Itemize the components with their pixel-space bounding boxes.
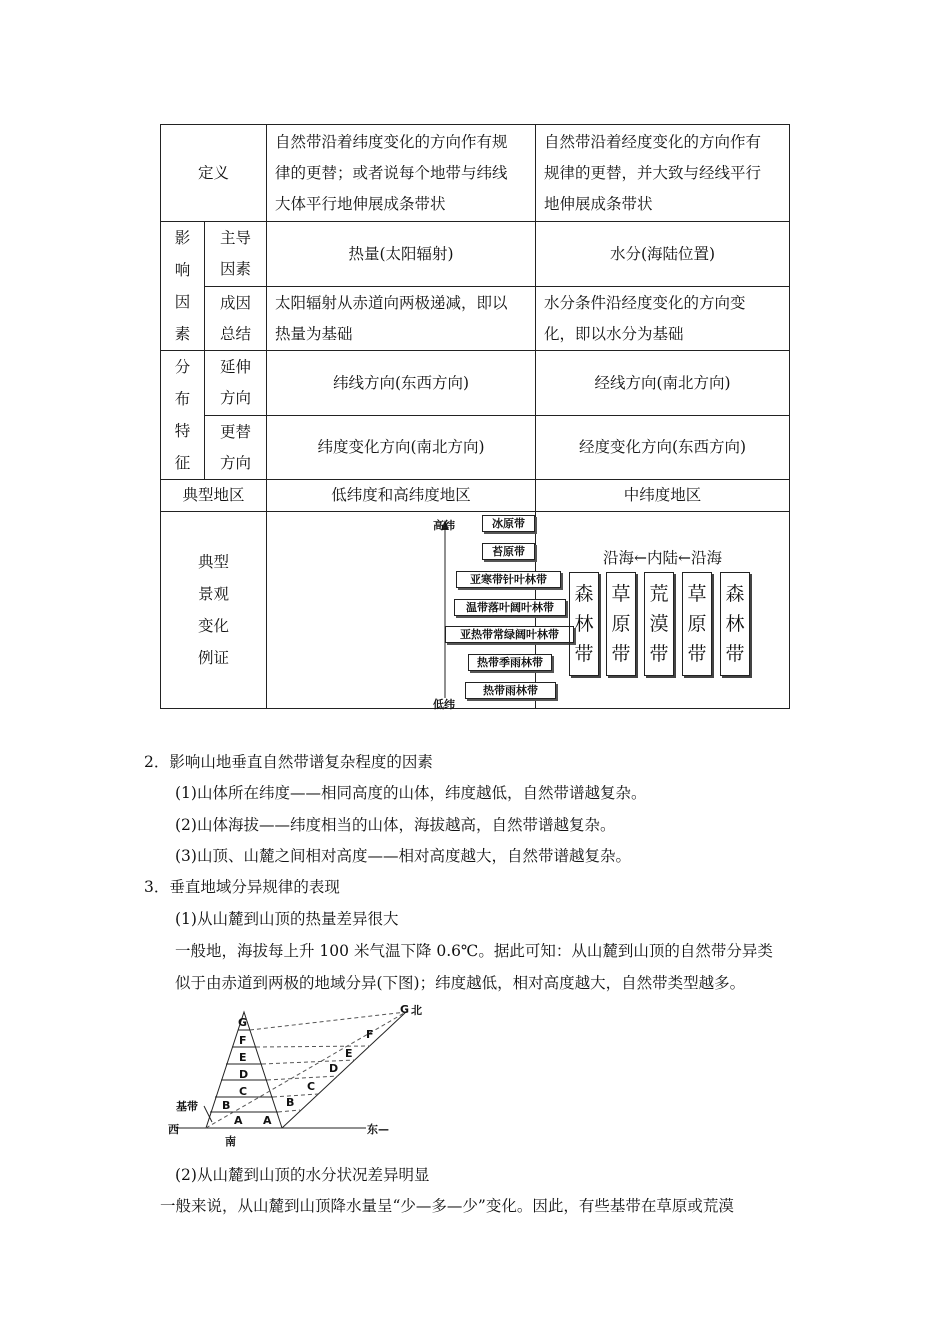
north-label: 北: [411, 1004, 422, 1017]
landscape-example-label: 典型 景观 变化 例证: [161, 512, 267, 709]
cause-summary-lat: 太阳辐射从赤道向两极递减，即以 热量为基础: [267, 287, 536, 351]
mountain-zone-G: G: [238, 1016, 248, 1029]
tropical-rainforest-zone: 热带雨林带: [465, 682, 556, 699]
grassland-belt-east: 草 原 带: [682, 572, 712, 676]
forest-belt-east: 森 林 带: [720, 572, 750, 676]
section-2-item-3: (3)山顶、山麓之间相对高度——相对高度越大，自然带谱越复杂。: [175, 847, 631, 865]
mountain-zone-B: B: [222, 1099, 231, 1112]
west-label: 西: [168, 1123, 179, 1136]
mountain-zone-F: F: [239, 1034, 247, 1047]
cause-summary-row: [161, 287, 790, 351]
longitudinal-zone-diagram: [536, 512, 790, 709]
dominant-factor-label: 主导 因素: [205, 222, 267, 287]
natural-zone-comparison-table: [160, 124, 790, 709]
desert-belt: 荒 漠 带: [644, 572, 674, 676]
tropical-monsoon-zone: 热带季雨林带: [468, 654, 552, 671]
base-belt-label: 基带: [176, 1100, 198, 1113]
definition-row: [161, 125, 790, 222]
typical-region-lat: 低纬度和高纬度地区: [267, 480, 536, 512]
south-label: 南: [225, 1135, 236, 1148]
dominant-factor-lon: 水分(海陆位置): [536, 222, 790, 287]
section-3-paragraph-2: 一般来说，从山麓到山顶降水量呈“少—多—少”变化。因此，有些基带在草原或荒漠: [160, 1197, 734, 1215]
mountain-zone-D: D: [239, 1068, 249, 1081]
slope-zone-C: C: [307, 1080, 316, 1093]
slope-zone-D: D: [329, 1062, 339, 1075]
longitudinal-definition: 自然带沿着经度变化的方向作有 规律的更替，并大致与经线平行 地伸展成条带状: [536, 125, 790, 222]
slope-zone-B: B: [286, 1096, 295, 1109]
subtropical-evergreen-zone: 亚热带常绿阔叶林带: [445, 626, 574, 643]
slope-zone-A: A: [263, 1114, 272, 1127]
latitudinal-zone-diagram: [267, 512, 560, 711]
temperate-deciduous-zone: 温带落叶阔叶林带: [454, 599, 566, 616]
section-3-subtitle-2: (2)从山麓到山顶的水分状况差异明显: [175, 1166, 430, 1184]
change-direction-label: 更替 方向: [205, 416, 267, 480]
latitudinal-definition: 自然带沿着纬度变化的方向作有规 律的更替；或者说每个地带与纬线 大体平行地伸展成条带状: [267, 125, 536, 222]
change-direction-lat: 纬度变化方向(南北方向): [267, 416, 536, 480]
slope-zone-F: F: [366, 1028, 374, 1041]
typical-region-lon: 中纬度地区: [536, 480, 790, 512]
definition-label: 定义: [161, 125, 267, 222]
cause-summary-lon: 水分条件沿经度变化的方向变 化，即以水分为基础: [536, 287, 790, 351]
tundra-zone: 苔原带: [482, 543, 535, 560]
typical-region-label: 典型地区: [161, 480, 267, 512]
landscape-example-row: [161, 512, 790, 709]
coast-inland-label: 沿海←内陆←沿海: [603, 549, 722, 567]
influence-factor-label: 影 响 因 素: [161, 222, 205, 351]
slope-zone-E: E: [345, 1047, 353, 1060]
section-3-subtitle-1: (1)从山麓到山顶的热量差异很大: [175, 910, 399, 928]
section-2-item-1: (1)山体所在纬度——相同高度的山体，纬度越低，自然带谱越复杂。: [175, 784, 647, 802]
section-2-item-2: (2)山体海拔——纬度相当的山体，海拔越高，自然带谱越复杂。: [175, 816, 616, 834]
extension-direction-lat: 纬线方向(东西方向): [267, 351, 536, 416]
dominant-factor-row: [161, 222, 790, 287]
dominant-factor-lat: 热量(太阳辐射): [267, 222, 536, 287]
east-label: 东—: [367, 1123, 389, 1136]
change-direction-row: [161, 416, 790, 480]
mountain-zone-C: C: [239, 1085, 248, 1098]
extension-direction-row: [161, 351, 790, 416]
high-latitude-label: 高纬: [433, 519, 456, 532]
section-2-title: 2．影响山地垂直自然带谱复杂程度的因素: [144, 753, 433, 771]
section-3-paragraph-1a: 一般地，海拔每上升 100 米气温下降 0.6℃。据此可知：从山麓到山顶的自然带分异类: [175, 942, 773, 960]
mountain-zone-E: E: [239, 1051, 247, 1064]
ice-cap-zone: 冰原带: [482, 515, 535, 532]
slope-zone-G: G: [400, 1003, 410, 1016]
grassland-belt-west: 草 原 带: [606, 572, 636, 676]
forest-belt-west: 森 林 带: [569, 572, 599, 676]
taiga-zone: 亚寒带针叶林带: [456, 571, 561, 588]
section-3-title: 3．垂直地域分异规律的表现: [144, 878, 340, 896]
distribution-feature-label: 分 布 特 征: [161, 351, 205, 480]
low-latitude-label: 低纬: [433, 698, 456, 711]
mountain-zone-A: A: [234, 1114, 243, 1127]
cause-summary-label: 成因 总结: [205, 287, 267, 351]
section-3-paragraph-1b: 似于由赤道到两极的地域分异(下图)；纬度越低，相对高度越大，自然带类型越多。: [175, 974, 746, 992]
extension-direction-label: 延伸 方向: [205, 351, 267, 416]
extension-direction-lon: 经线方向(南北方向): [536, 351, 790, 416]
change-direction-lon: 经度变化方向(东西方向): [536, 416, 790, 480]
typical-region-row: [161, 480, 790, 512]
